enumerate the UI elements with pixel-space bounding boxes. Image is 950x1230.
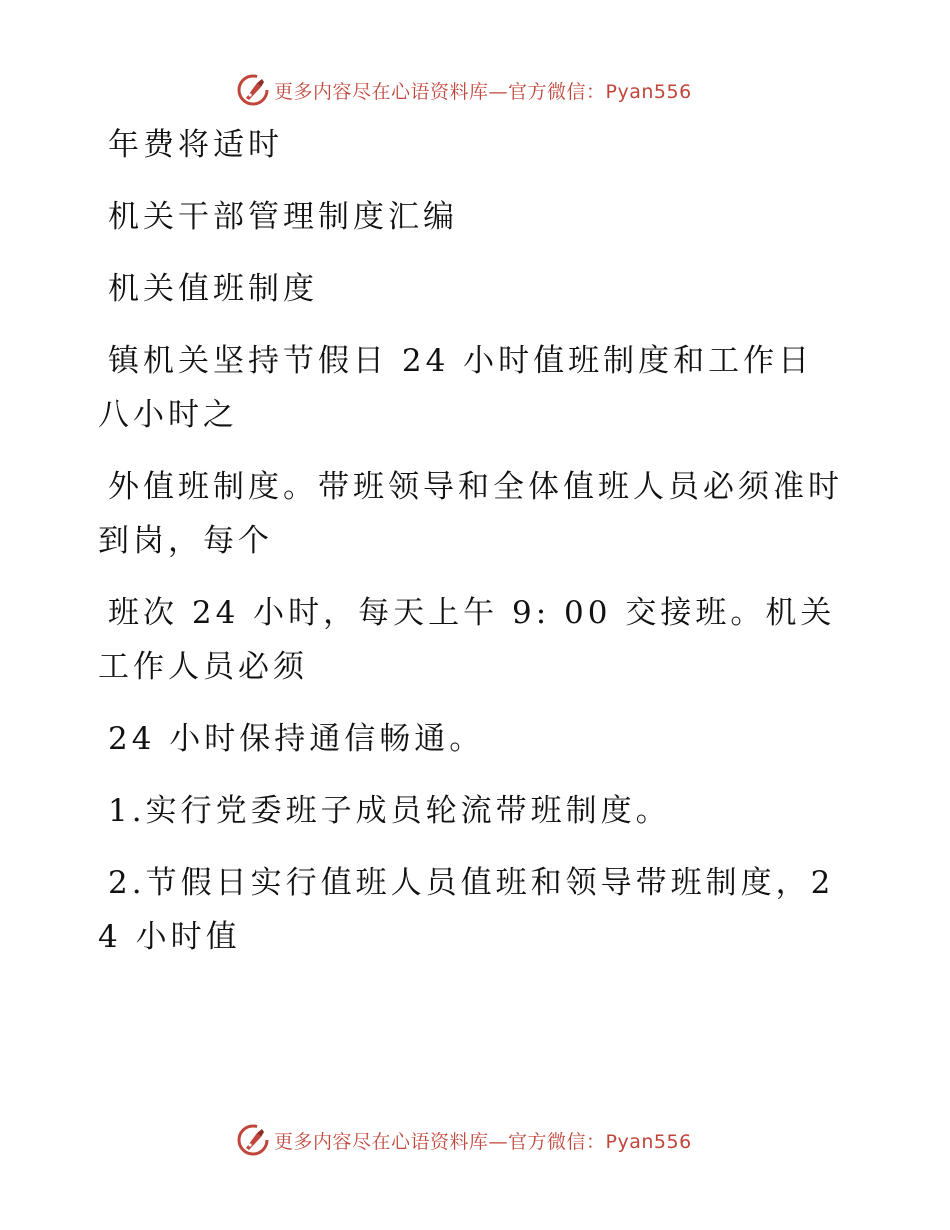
paragraph: 机关干部管理制度汇编 <box>108 199 458 235</box>
header-watermark <box>236 72 692 108</box>
watermark-separator: — <box>488 1130 509 1153</box>
paragraph: 镇机关坚持节假日 24 小时值班制度和工作日八小时之 <box>98 343 814 433</box>
paragraph: 机关值班制度 <box>108 271 318 307</box>
paragraph: 24 小时保持通信畅通。 <box>108 721 485 757</box>
paragraph: 外值班制度。带班领导和全体值班人员必须准时到岗，每个 <box>98 469 843 559</box>
watermark-text: 更多内容尽在心语资料库 <box>274 80 489 103</box>
document-body <box>98 118 843 982</box>
footer-watermark <box>236 1122 692 1158</box>
pen-nib-circle-icon <box>236 73 270 107</box>
watermark-separator: — <box>488 80 509 103</box>
wechat-label: 官方微信： <box>508 1130 606 1153</box>
paragraph: 年费将适时 <box>108 127 283 163</box>
pen-nib-circle-icon <box>236 1123 270 1157</box>
paragraph: 班次 24 小时，每天上午 9: 00 交接班。机关工作人员必须 <box>98 595 836 685</box>
wechat-label: 官方微信： <box>508 80 606 103</box>
wechat-id: Pyan556 <box>605 1130 692 1153</box>
watermark-text: 更多内容尽在心语资料库 <box>274 1130 489 1153</box>
paragraph: 1.实行党委班子成员轮流带班制度。 <box>108 793 671 829</box>
wechat-id: Pyan556 <box>605 80 692 103</box>
paragraph: 2.节假日实行值班人员值班和领导带班制度，24 小时值 <box>98 865 835 955</box>
